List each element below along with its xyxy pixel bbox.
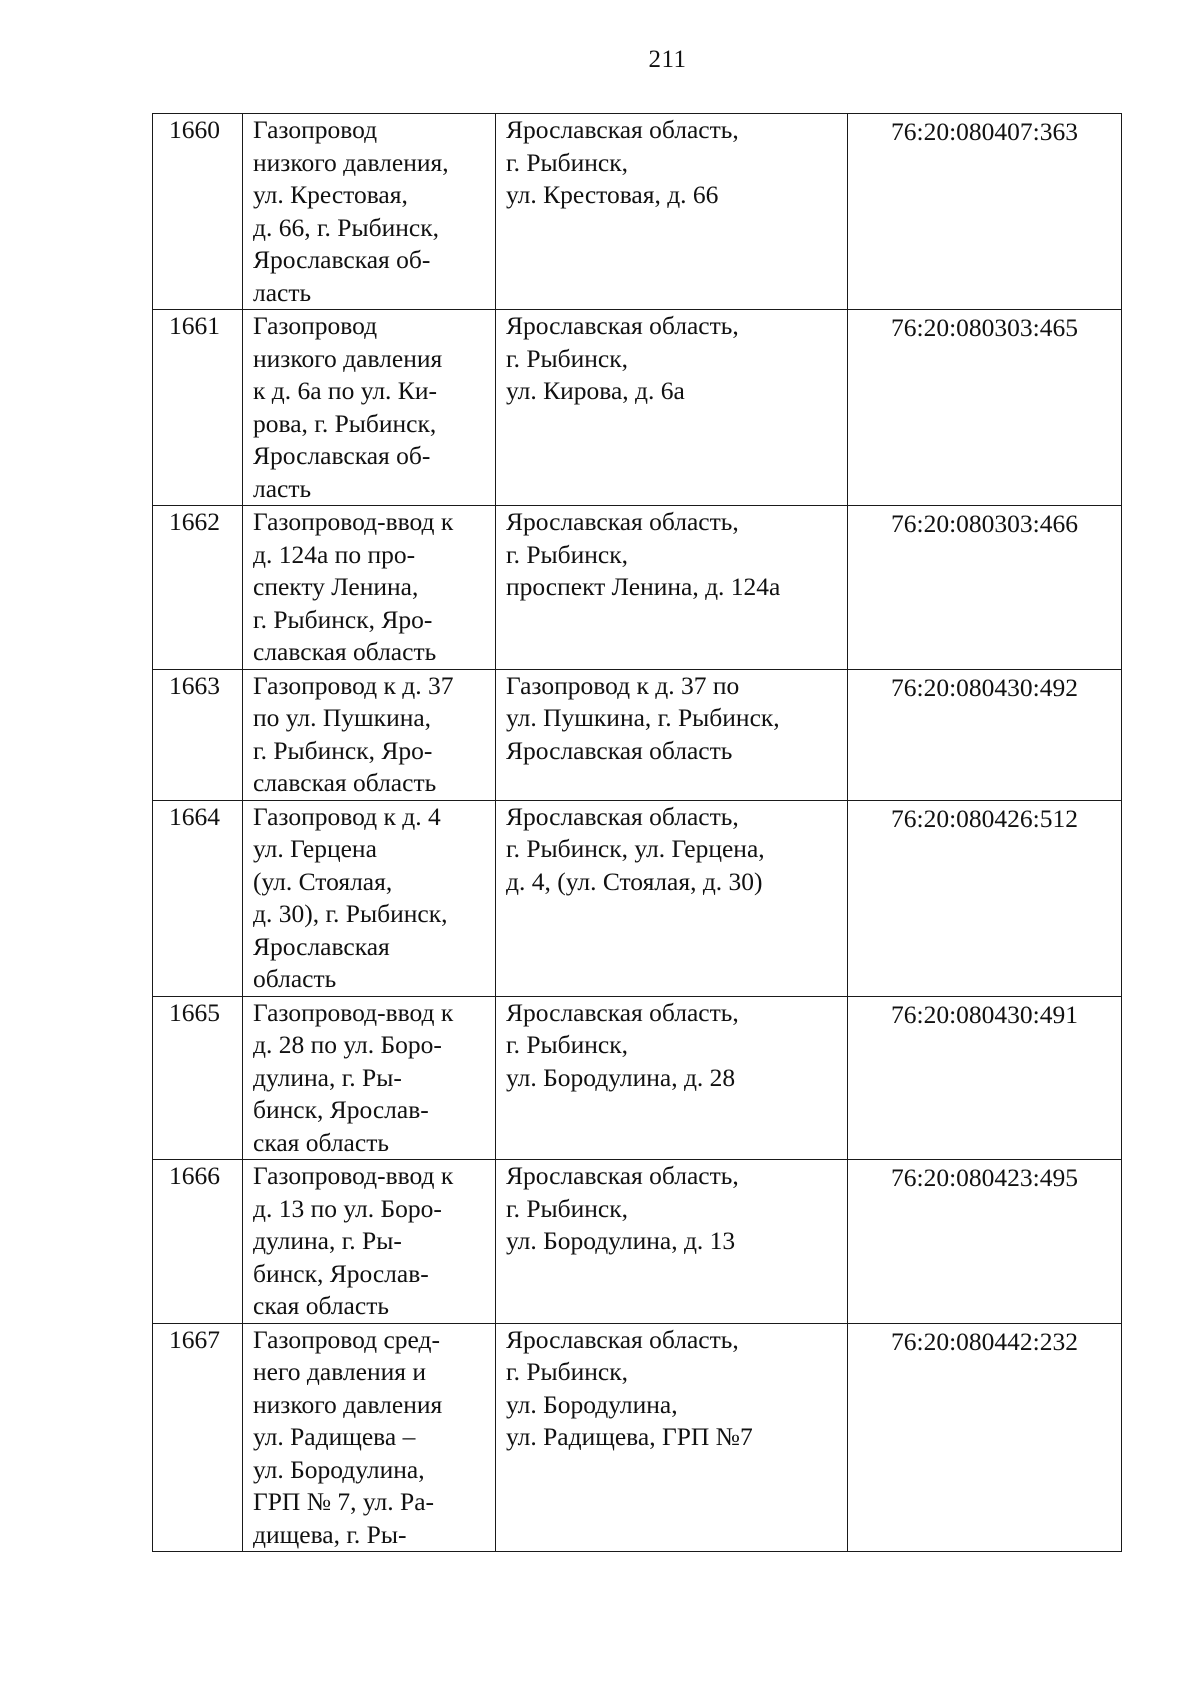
object-name-line: дищева, г. Ры- xyxy=(253,1519,407,1549)
row-number: 1661 xyxy=(153,310,243,506)
cadastral-number: 76:20:080423:495 xyxy=(848,1160,1122,1324)
object-address xyxy=(496,310,848,506)
object-name-line: ул. Радищева – xyxy=(253,1422,416,1451)
table-row xyxy=(153,114,1122,310)
object-name-line: Газопровод xyxy=(253,115,378,144)
object-address-line: Ярославская область, xyxy=(506,1161,739,1190)
object-name-line: д. 13 по ул. Боро- xyxy=(253,1193,442,1223)
object-name-line: рова, г. Рыбинск, xyxy=(253,408,437,438)
object-name-line: Ярославская xyxy=(253,931,390,961)
object-name-line: славская область xyxy=(253,637,437,666)
object-name-line: ласть xyxy=(253,277,312,307)
object-name-line: область xyxy=(253,964,337,993)
object-name-line: Газопровод к д. 37 xyxy=(253,670,454,700)
object-name-line: д. 30), г. Рыбинск, xyxy=(253,899,448,928)
cadastral-number: 76:20:080407:363 xyxy=(848,114,1122,310)
object-address xyxy=(496,669,848,800)
table-body xyxy=(153,114,1122,1552)
object-address xyxy=(496,506,848,670)
page-number: 211 xyxy=(648,46,687,73)
object-address-line: г. Рыбинск, xyxy=(506,147,628,177)
object-name-line: Газопровод xyxy=(253,311,378,340)
object-address xyxy=(496,800,848,996)
object-name-line: низкого давления xyxy=(253,343,443,373)
object-name-line: спекту Ленина, xyxy=(253,572,419,601)
object-address-line: Ярославская область, xyxy=(506,997,739,1027)
object-name-line: дулина, г. Ры- xyxy=(253,1226,402,1255)
object-address-line: Ярославская область xyxy=(506,735,733,765)
row-number: 1665 xyxy=(153,996,243,1160)
object-name-line: ул. Бородулина, xyxy=(253,1454,425,1484)
object-address-line: Ярославская область, xyxy=(506,1324,739,1354)
object-name-line: бинск, Ярослав- xyxy=(253,1095,429,1124)
object-address xyxy=(496,1160,848,1324)
table-row xyxy=(153,1323,1122,1552)
object-address-line: ул. Бородулина, д. 13 xyxy=(506,1226,736,1255)
object-name-line: д. 66, г. Рыбинск, xyxy=(253,212,439,242)
object-address-line: г. Рыбинск, xyxy=(506,1193,628,1223)
object-name xyxy=(243,114,496,310)
object-name-line: г. Рыбинск, Яро- xyxy=(253,735,433,765)
object-name-line: дулина, г. Ры- xyxy=(253,1062,402,1092)
object-name-line: низкого давления xyxy=(253,1389,443,1419)
object-name-line: Ярославская об- xyxy=(253,441,431,470)
object-address-line: д. 4, (ул. Стоялая, д. 30) xyxy=(506,866,763,896)
object-address-line: г. Рыбинск, ул. Герцена, xyxy=(506,834,765,863)
object-address-line: Газопровод к д. 37 по xyxy=(506,670,740,700)
object-address-line: г. Рыбинск, xyxy=(506,1357,628,1386)
object-name-line: Газопровод-ввод к xyxy=(253,1161,454,1190)
cadastral-number: 76:20:080430:492 xyxy=(848,669,1122,800)
object-address-line: проспект Ленина, д. 124а xyxy=(506,572,781,601)
object-name-line: по ул. Пушкина, xyxy=(253,703,432,732)
cadastral-number: 76:20:080426:512 xyxy=(848,800,1122,996)
table-row xyxy=(153,669,1122,800)
object-address-line: Ярославская область, xyxy=(506,801,739,831)
object-name xyxy=(243,1160,496,1324)
object-name xyxy=(243,800,496,996)
object-address-line: ул. Кирова, д. 6а xyxy=(506,376,685,405)
row-number: 1667 xyxy=(153,1323,243,1552)
object-address-line: ул. Пушкина, г. Рыбинск, xyxy=(506,703,780,732)
object-address-line: Ярославская область, xyxy=(506,507,739,536)
object-address xyxy=(496,114,848,310)
table-row xyxy=(153,996,1122,1160)
object-name-line: Газопровод к д. 4 xyxy=(253,801,441,831)
object-name-line: д. 28 по ул. Боро- xyxy=(253,1030,442,1059)
object-name-line: славская область xyxy=(253,768,437,797)
object-name-line: него давления и xyxy=(253,1357,426,1386)
object-address-line: ул. Крестовая, д. 66 xyxy=(506,180,719,209)
object-name-line: д. 124а по про- xyxy=(253,539,416,569)
cadastral-number: 76:20:080442:232 xyxy=(848,1323,1122,1552)
object-address-line: г. Рыбинск, xyxy=(506,343,628,373)
row-number: 1662 xyxy=(153,506,243,670)
object-name-line: к д. 6а по ул. Ки- xyxy=(253,376,437,405)
object-name-line: ская область xyxy=(253,1291,389,1320)
object-address xyxy=(496,1323,848,1552)
table-row xyxy=(153,310,1122,506)
object-name-line: бинск, Ярослав- xyxy=(253,1258,429,1288)
object-address-line: г. Рыбинск, xyxy=(506,1030,628,1059)
row-number: 1660 xyxy=(153,114,243,310)
object-address-line: г. Рыбинск, xyxy=(506,539,628,569)
object-name-line: Ярославская об- xyxy=(253,245,431,274)
object-name-line: Газопровод-ввод к xyxy=(253,997,454,1027)
cadastral-number: 76:20:080303:466 xyxy=(848,506,1122,670)
object-address xyxy=(496,996,848,1160)
cadastral-number: 76:20:080303:465 xyxy=(848,310,1122,506)
object-name xyxy=(243,310,496,506)
table-row xyxy=(153,1160,1122,1324)
object-name-line: г. Рыбинск, Яро- xyxy=(253,604,433,634)
object-address-line: ул. Радищева, ГРП №7 xyxy=(506,1422,753,1451)
object-address-line: Ярославская область, xyxy=(506,311,739,340)
object-name xyxy=(243,669,496,800)
object-name-line: (ул. Стоялая, xyxy=(253,866,393,896)
row-number: 1663 xyxy=(153,669,243,800)
object-name-line: ская область xyxy=(253,1127,389,1157)
object-address-line: ул. Бородулина, д. 28 xyxy=(506,1062,736,1092)
object-name-line: Газопровод сред- xyxy=(253,1324,440,1354)
object-address-line: Ярославская область, xyxy=(506,115,739,144)
row-number: 1664 xyxy=(153,800,243,996)
object-name-line: ГРП № 7, ул. Ра- xyxy=(253,1487,435,1516)
object-address-line: ул. Бородулина, xyxy=(506,1389,678,1419)
object-name xyxy=(243,996,496,1160)
cadastral-number: 76:20:080430:491 xyxy=(848,996,1122,1160)
object-name-line: Газопровод-ввод к xyxy=(253,507,454,536)
object-name-line: ул. Герцена xyxy=(253,834,377,863)
object-name xyxy=(243,506,496,670)
object-name-line: ласть xyxy=(253,473,312,503)
object-name-line: низкого давления, xyxy=(253,147,449,177)
registry-table xyxy=(152,113,1122,1552)
table-row xyxy=(153,506,1122,670)
object-name-line: ул. Крестовая, xyxy=(253,180,408,209)
row-number: 1666 xyxy=(153,1160,243,1324)
table-row xyxy=(153,800,1122,996)
object-name xyxy=(243,1323,496,1552)
